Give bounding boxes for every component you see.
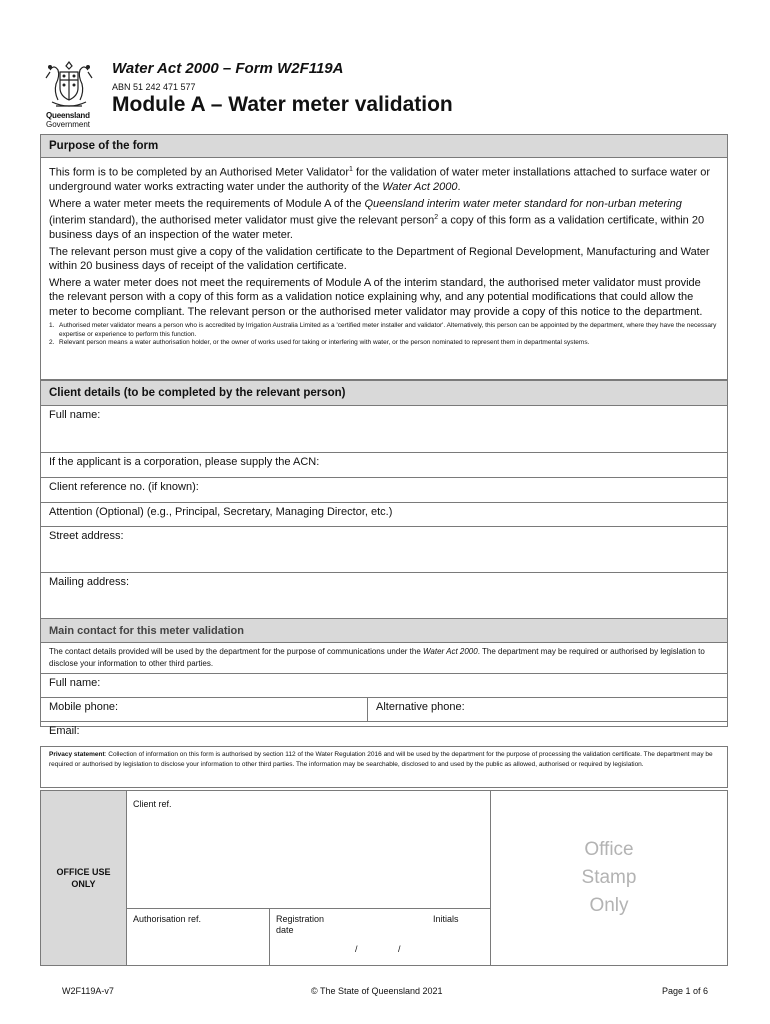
attention-label: Attention (Optional) (e.g., Principal, Secretary, Managing Director, etc.) [49,506,393,518]
registration-label: Registration [276,914,325,924]
form-subtitle: Water Act 2000 – Form W2F119A [112,60,344,77]
office-use-label: OFFICE USE ONLY [41,791,127,965]
mobile-phone-field[interactable] [41,698,368,721]
office-use-section [40,790,728,966]
email-field[interactable] [41,722,727,744]
coat-of-arms-icon [42,58,96,110]
footnote-2: 2. Relevant person means a water authorisation holder, or the owner of works used for taking or interfering with water, or the person nominated to represent them in departmental systems. [49,339,590,347]
main-contact-heading: Main contact for this meter validation [41,619,727,643]
purpose-heading: Purpose of the form [41,135,727,158]
queensland-government-logo [38,58,100,130]
page-title: Module A – Water meter validation [112,93,453,116]
copyright: © The State of Queensland 2021 [311,986,443,996]
acn-label: If the applicant is a corporation, please supply the ACN: [49,456,320,468]
authorisation-ref-field[interactable] [127,909,270,965]
purpose-paragraph-4: Where a water meter does not meet the requirements of Module A of the interim standard, the authorised meter validator must provide the relevant person with a copy of this form as a validation notice explaining why, and any potential modifications that could allow the meter to become compliant. The relevant person or the authorised meter validator may provide a copy of this notice to the department. [49,276,703,318]
date-separator-1: / [355,944,358,954]
full-name-label: Full name: [49,409,101,421]
initials-label: Initials [433,914,459,924]
full-name-field[interactable] [41,406,727,453]
purpose-paragraph-3: The relevant person must give a copy of the validation certificate to the Department of Regional Development, Manufacturing and Water within 20 business days of receipt of the validation certificate. [49,245,710,273]
phone-row [41,698,727,722]
date-label: date [276,925,294,935]
purpose-paragraph-1: This form is to be completed by an Authorised Meter Validator$^1$ for the validation of water meter installations attached to surface water or underground water works extracting water under the authority of the Water Act 2000. [49,166,710,194]
contact-note: The contact details provided will be used by the department for the purpose of communications under the Water Act 2000. The department may be required or authorised by legislation to disclose your information to other third parties. [41,643,727,674]
purpose-paragraph-2: Where a water meter meets the requirements of Module A of the Queensland interim water meter standard for non-urban metering (interim standard), the authorised meter validator must give the relevant person$^2$ a copy of this form as a validation certificate, within 20 business days of an inspection of the water meter. [49,197,705,242]
client-reference-field[interactable] [41,478,727,503]
footnotes [49,322,719,348]
office-stamp-area: Office Stamp Only [581,839,637,916]
contact-full-name-field[interactable] [41,674,727,698]
office-client-ref-label: Client ref. [133,799,172,809]
page-number: Page 1 of 6 [662,986,709,996]
alternative-phone-label: Alternative phone: [376,701,465,713]
client-details-section [40,380,728,737]
client-reference-label: Client reference no. (if known): [49,481,199,493]
alternative-phone-field[interactable] [368,698,727,721]
contact-full-name-label: Full name: [49,677,101,689]
logo-queensland-text: Queensland [46,111,90,120]
footnote-1: 1. Authorised meter validator means a person who is accredited by Irrigation Australia Limited as a 'certified meter installer and validator'. Alternatively, this person can be appointed by the department, where they have the necessary expertise or experience to perform this function. [49,322,717,338]
mailing-address-field[interactable] [41,573,727,619]
authorisation-ref-label: Authorisation ref. [133,914,202,924]
privacy-statement: Privacy statement: Collection of information on this form is authorised by section 112 of the Water Regulation 2016 and will be used by the department for the purpose of processing the validation certificate. The department may be required or authorised by legislation to disclose your information to other third parties. The information may be searchable, disclosed to and used by the public as allowed, authorised or required by legislation. [40,746,728,788]
purpose-body [41,158,727,348]
street-address-field[interactable] [41,527,727,573]
email-label: Email: [49,725,80,737]
mobile-phone-label: Mobile phone: [49,701,119,713]
date-separator-2: / [398,944,401,954]
attention-field[interactable] [41,503,727,527]
office-client-ref-field[interactable] [127,791,491,909]
purpose-section [40,134,728,380]
acn-field[interactable] [41,453,727,478]
form-version: W2F119A-v7 [62,986,114,996]
mailing-address-label: Mailing address: [49,576,130,588]
abn-number: ABN 51 242 471 577 [112,82,196,92]
street-address-label: Street address: [49,530,124,542]
logo-government-text: Government [46,120,91,129]
client-details-heading: Client details (to be completed by the relevant person) [41,381,727,406]
